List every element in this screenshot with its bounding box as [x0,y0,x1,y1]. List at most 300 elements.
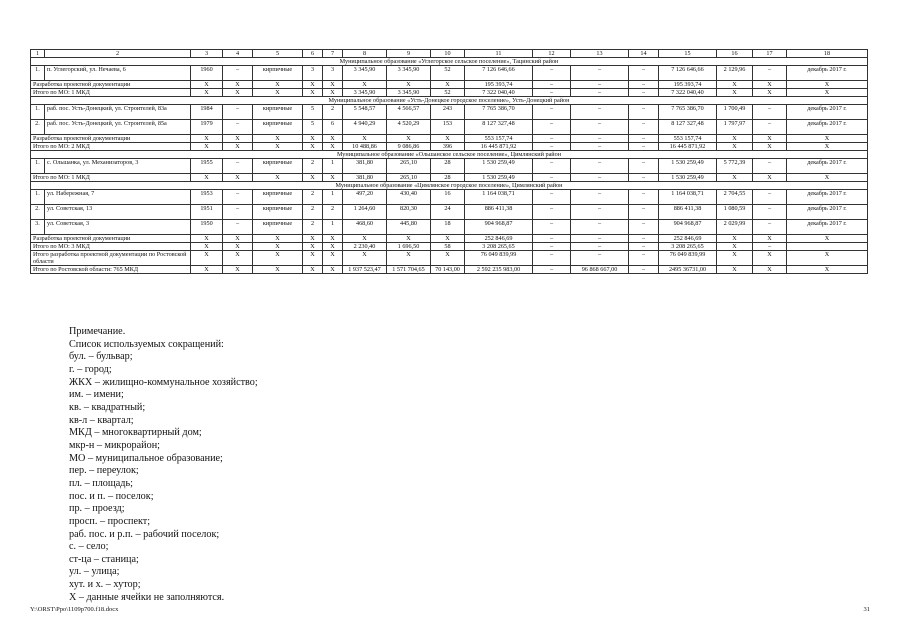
table-cell: 2 [303,159,323,174]
column-number: 10 [431,50,465,58]
table-cell: Разработка проектной документации [31,135,191,143]
abbreviation-item: ул. – улица; [69,566,120,578]
table-cell: 2495 36731,00 [659,266,717,274]
table-cell: X [223,81,253,89]
table-cell: 252 846,69 [659,235,717,243]
table-cell: Итого по Ростовской области: 765 МКД [31,266,191,274]
table-cell: Итого по МО: 1 МКД [31,89,191,97]
table-cell: 18 [431,220,465,235]
table-cell: 7 126 646,66 [465,66,533,81]
table-cell: X [253,81,303,89]
table-cell: – [629,105,659,120]
abbreviation-item: Список используемых сокращений: [69,338,224,350]
table-cell: 1955 [191,159,223,174]
table-cell: – [753,220,787,235]
table-cell: – [629,143,659,151]
table-cell: 3 208 265,65 [465,243,533,251]
table-row [31,66,868,81]
abbreviation-item: пер. – переулок; [69,465,139,477]
table-cell: декабрь 2017 г. [787,66,868,81]
table-cell: – [571,205,629,220]
table-cell: 1979 [191,120,223,135]
table-cell: X [431,235,465,243]
table-row [31,266,868,274]
section-row [31,151,868,159]
housing-program-table [30,49,868,274]
table-cell: 1960 [191,66,223,81]
table-cell: 2 129,96 [717,66,753,81]
table-cell: X [303,143,323,151]
table-cell: декабрь 2017 г. [787,220,868,235]
table-cell: – [753,205,787,220]
table-cell: 1 164 038,71 [465,190,533,205]
table-cell: – [629,190,659,205]
table-cell: 2 029,99 [717,220,753,235]
table-cell: 70 143,00 [431,266,465,274]
abbreviation-item: хут. и х. – хутор; [69,579,141,591]
table-cell: X [253,243,303,251]
abbreviation-item: им. – имени; [69,389,124,401]
header-row [31,50,868,58]
table-cell: – [753,190,787,205]
table-cell: 553 157,74 [465,135,533,143]
table-cell: 396 [431,143,465,151]
table-cell: 153 [431,120,465,135]
table-cell: 2 592 235 983,00 [465,266,533,274]
column-number: 5 [253,50,303,58]
table-cell: X [191,135,223,143]
table-cell: кирпичные [253,105,303,120]
table-cell: X [303,89,323,97]
table-cell: 9 086,86 [387,143,431,151]
table-cell: X [323,266,343,274]
table-cell: 1. [31,159,45,174]
table-cell: 1 264,60 [343,205,387,220]
table-cell: X [717,235,753,243]
table-cell: X [787,235,868,243]
table-cell: 1 571 704,65 [387,266,431,274]
table-cell: 1. [31,105,45,120]
table-cell: 3 [323,66,343,81]
table-cell: 1. [31,190,45,205]
table-cell: X [303,251,323,266]
table-cell: 553 157,74 [659,135,717,143]
table-cell: X [787,89,868,97]
abbreviation-item: кв. – квадратный; [69,401,146,413]
table-cell: 381,80 [343,159,387,174]
table-cell: X [191,89,223,97]
table-cell: X [343,81,387,89]
table-cell: – [533,81,571,89]
table-cell: X [343,135,387,143]
table-cell: X [753,89,787,97]
table-cell: 381,80 [343,174,387,182]
table-cell: ул. Набережная, 7 [45,190,191,205]
table-cell: X [717,243,753,251]
table-cell: – [533,135,571,143]
table-cell: X [431,81,465,89]
table-cell: кирпичные [253,220,303,235]
table-cell: – [629,120,659,135]
abbreviation-item: пл. – площадь; [69,477,133,489]
table-cell: – [533,66,571,81]
table-cell: – [533,190,571,205]
table-cell: 7 126 646,66 [659,66,717,81]
table-cell: – [571,135,629,143]
table-cell: – [571,190,629,205]
table-cell: – [223,159,253,174]
table-cell: X [253,89,303,97]
column-number: 17 [753,50,787,58]
table-cell: – [571,89,629,97]
table-cell: 195 393,74 [659,81,717,89]
note-heading: Примечание. [69,326,126,337]
table-cell: 76 049 839,99 [659,251,717,266]
table-cell: 1 530 259,49 [465,159,533,174]
table-cell: 1 700,49 [717,105,753,120]
table-cell: X [253,143,303,151]
table-cell: – [753,243,787,251]
abbreviation-item: ст-ца – станица; [69,553,139,565]
table-cell: 430,40 [387,190,431,205]
table-cell: кирпичные [253,190,303,205]
table-cell: – [753,66,787,81]
table-cell: X [753,251,787,266]
table-cell: 2 [303,190,323,205]
abbreviations-note [69,326,258,604]
table-cell: – [571,66,629,81]
table-cell: 5 548,57 [343,105,387,120]
table-cell: 1 [323,220,343,235]
table-cell: X [753,174,787,182]
table-cell: – [629,66,659,81]
table-cell: 28 [431,159,465,174]
table-cell: 3 345,90 [343,89,387,97]
table-cell: Разработка проектной документации [31,235,191,243]
table-cell: 2 704,55 [717,190,753,205]
table-cell: 76 049 839,99 [465,251,533,266]
table-cell: 2 [303,220,323,235]
column-number: 4 [223,50,253,58]
table-cell: 2. [31,205,45,220]
table-cell: 2 230,40 [343,243,387,251]
table-cell: – [533,243,571,251]
table-cell: X [717,174,753,182]
table-cell: декабрь 2017 г. [787,159,868,174]
table-cell: 265,10 [387,174,431,182]
table-cell: X [323,235,343,243]
table-cell: X [787,81,868,89]
table-cell: – [629,266,659,274]
abbreviation-item: пр. – проезд; [69,503,125,515]
table-cell: ул. Советская, 3 [45,220,191,235]
table-cell: X [191,143,223,151]
table-cell: – [223,66,253,81]
table-cell: кирпичные [253,66,303,81]
table-cell: X [323,143,343,151]
table-cell: 3 345,90 [343,66,387,81]
table-cell: X [787,135,868,143]
table-cell: X [387,251,431,266]
table-cell: 252 846,69 [465,235,533,243]
table-cell: 5 [303,120,323,135]
table-cell: 1 [323,190,343,205]
table-row [31,143,868,151]
table-cell: – [629,220,659,235]
table-cell: 28 [431,174,465,182]
table-cell: ул. Советская, 13 [45,205,191,220]
table-cell: 1 530 259,49 [465,174,533,182]
section-title: Муниципальное образование «Цимлянское городское поселение», Цимлянский район [31,182,868,190]
table-cell: 58 [431,243,465,251]
table-cell: раб. пос. Усть-Донецкий, ул. Строителей, 83а [45,105,191,120]
column-number: 8 [343,50,387,58]
table-cell: 7 765 386,70 [659,105,717,120]
table-cell: – [533,266,571,274]
table-cell: 1 530 259,49 [659,174,717,182]
table-cell: 1950 [191,220,223,235]
table-cell: – [571,143,629,151]
table-cell: Итого по МО: 3 МКД [31,243,191,251]
table-cell: – [629,235,659,243]
table-row [31,135,868,143]
table-cell: X [253,266,303,274]
table-cell: – [571,235,629,243]
table-cell: кирпичные [253,159,303,174]
table-cell: X [387,135,431,143]
table-row [31,105,868,120]
section-row [31,97,868,105]
table-cell: 1 696,50 [387,243,431,251]
table-cell: кирпичные [253,205,303,220]
abbreviation-item: раб. пос. и р.п. – рабочий поселок; [69,528,220,540]
column-number: 12 [533,50,571,58]
table-cell: X [253,235,303,243]
table-cell: – [629,81,659,89]
table-cell: декабрь 2017 г. [787,205,868,220]
table-cell: с. Ольшанка, ул. Механизаторов, 3 [45,159,191,174]
table-cell: X [223,251,253,266]
table-cell: п. Углегорский, ул. Нечаева, 6 [45,66,191,81]
table-cell: 5 [303,105,323,120]
abbreviation-item: бул. – бульвар; [69,351,133,363]
table-cell: – [533,174,571,182]
table-cell: X [223,89,253,97]
table-row [31,205,868,220]
table-cell: X [753,235,787,243]
table-cell: 4 940,29 [343,120,387,135]
table-cell: – [223,105,253,120]
table-cell: – [629,251,659,266]
abbreviation-item: ЖКХ – жилищно-коммунальное хозяйство; [69,376,258,388]
table-cell: 1. [31,66,45,81]
table-cell: – [629,243,659,251]
table-cell: X [223,266,253,274]
table-cell: X [191,251,223,266]
table-cell: 1984 [191,105,223,120]
table-cell: 497,20 [343,190,387,205]
column-number: 3 [191,50,223,58]
abbreviation-item: просп. – проспект; [69,515,151,527]
table-cell: Итого по МО: 1 МКД [31,174,191,182]
abbreviation-item: с. – село; [69,541,109,553]
table-cell: 2 [323,205,343,220]
table-cell: X [303,243,323,251]
abbreviation-item: МО – муниципальное образование; [69,452,223,464]
table-cell: Итого разработка проектной документации по Ростовской области [31,251,191,266]
column-number: 6 [303,50,323,58]
column-number: 2 [45,50,191,58]
table-cell: – [753,159,787,174]
table-cell: X [787,174,868,182]
table-cell: X [223,135,253,143]
table-cell: – [629,174,659,182]
table-cell: 52 [431,66,465,81]
table-cell: X [753,266,787,274]
table-cell: X [753,135,787,143]
table-cell: 10 488,86 [343,143,387,151]
table-cell: 3 [303,66,323,81]
table-cell: – [571,120,629,135]
column-number: 15 [659,50,717,58]
table-cell: 96 868 667,00 [571,266,629,274]
table-cell: – [629,159,659,174]
table-row [31,243,868,251]
abbreviation-item: пос. и п. – поселок; [69,490,154,502]
table-cell: X [303,266,323,274]
table-row [31,251,868,266]
column-number: 11 [465,50,533,58]
table-cell: кирпичные [253,120,303,135]
table-cell: 6 [323,120,343,135]
table-cell: – [753,105,787,120]
table-cell: 468,60 [343,220,387,235]
table-cell: 2 [323,105,343,120]
abbreviation-item: г. – город; [69,363,112,375]
table-cell: – [533,89,571,97]
table-cell: X [323,174,343,182]
table-cell: 5 772,39 [717,159,753,174]
table-cell: 16 [431,190,465,205]
column-number: 18 [787,50,868,58]
table-cell: – [533,105,571,120]
table-cell: 1 797,97 [717,120,753,135]
table-cell: – [571,243,629,251]
table-cell: Разработка проектной документации [31,81,191,89]
table-cell: X [717,266,753,274]
table-cell: 7 322 040,40 [659,89,717,97]
table-cell: X [717,89,753,97]
table-cell: 1 530 259,49 [659,159,717,174]
table-cell: 886 411,38 [465,205,533,220]
table-row [31,81,868,89]
table-cell: – [571,251,629,266]
table-cell: – [533,235,571,243]
table-cell: – [223,190,253,205]
table-cell: X [191,243,223,251]
table-cell: – [571,220,629,235]
table-cell: X [753,81,787,89]
table-row [31,159,868,174]
table-cell: – [629,89,659,97]
table-cell: X [323,243,343,251]
table-cell [787,243,868,251]
table-cell: декабрь 2017 г. [787,105,868,120]
table-cell: – [533,159,571,174]
table-cell: X [223,174,253,182]
table-cell: 904 968,87 [659,220,717,235]
table-cell: 52 [431,89,465,97]
section-title: Муниципальное образование «Усть-Донецкое городское поселение», Усть-Донецкий район [31,97,868,105]
table-cell: X [223,143,253,151]
file-path: Y:\ORST\Ppo\1109p700.f18.docx [30,606,119,613]
table-cell: декабрь 2017 г. [787,120,868,135]
table-cell: X [431,135,465,143]
table-row [31,235,868,243]
table-cell: X [387,81,431,89]
column-number: 14 [629,50,659,58]
table-cell: – [533,220,571,235]
table-cell: – [223,120,253,135]
table-cell: 16 445 871,92 [465,143,533,151]
table-cell: – [223,220,253,235]
table-cell: X [191,266,223,274]
section-title: Муниципальное образование «Углегорское сельское поселение», Тацинский район [31,58,868,66]
table-cell: X [343,235,387,243]
table-cell: – [533,205,571,220]
table-cell: 7 765 386,70 [465,105,533,120]
table-cell: – [223,205,253,220]
table-cell: – [629,135,659,143]
section-title: Муниципальное образование «Ольшанское сельское поселение», Цимлянский район [31,151,868,159]
table-cell: 1 164 038,71 [659,190,717,205]
table-cell: 4 566,57 [387,105,431,120]
table-cell: 886 411,38 [659,205,717,220]
table-cell: X [223,235,253,243]
table-row [31,120,868,135]
table-cell: – [533,251,571,266]
table-cell: 1 [323,159,343,174]
table-cell: X [223,243,253,251]
table-cell: X [253,251,303,266]
column-number: 1 [31,50,45,58]
table-cell: 2 [303,205,323,220]
table-cell: X [303,135,323,143]
table-row [31,220,868,235]
table-cell: X [717,135,753,143]
table-cell: – [571,81,629,89]
column-number: 13 [571,50,629,58]
table-row [31,190,868,205]
table-cell: X [717,81,753,89]
table-cell: – [753,120,787,135]
table-cell: 3 208 265,65 [659,243,717,251]
table-cell: 3 345,90 [387,89,431,97]
table-cell: 8 127 327,48 [659,120,717,135]
table-cell: X [191,174,223,182]
table-row [31,174,868,182]
table-cell: 904 968,87 [465,220,533,235]
table-cell: – [571,105,629,120]
table-cell: 1953 [191,190,223,205]
table-cell: X [753,143,787,151]
table-cell: 8 127 327,48 [465,120,533,135]
table-cell: 3. [31,220,45,235]
table-cell: раб. пос. Усть-Донецкий, ул. Строителей, 85а [45,120,191,135]
table-cell: X [323,89,343,97]
table-cell: X [787,251,868,266]
table-cell: X [191,81,223,89]
